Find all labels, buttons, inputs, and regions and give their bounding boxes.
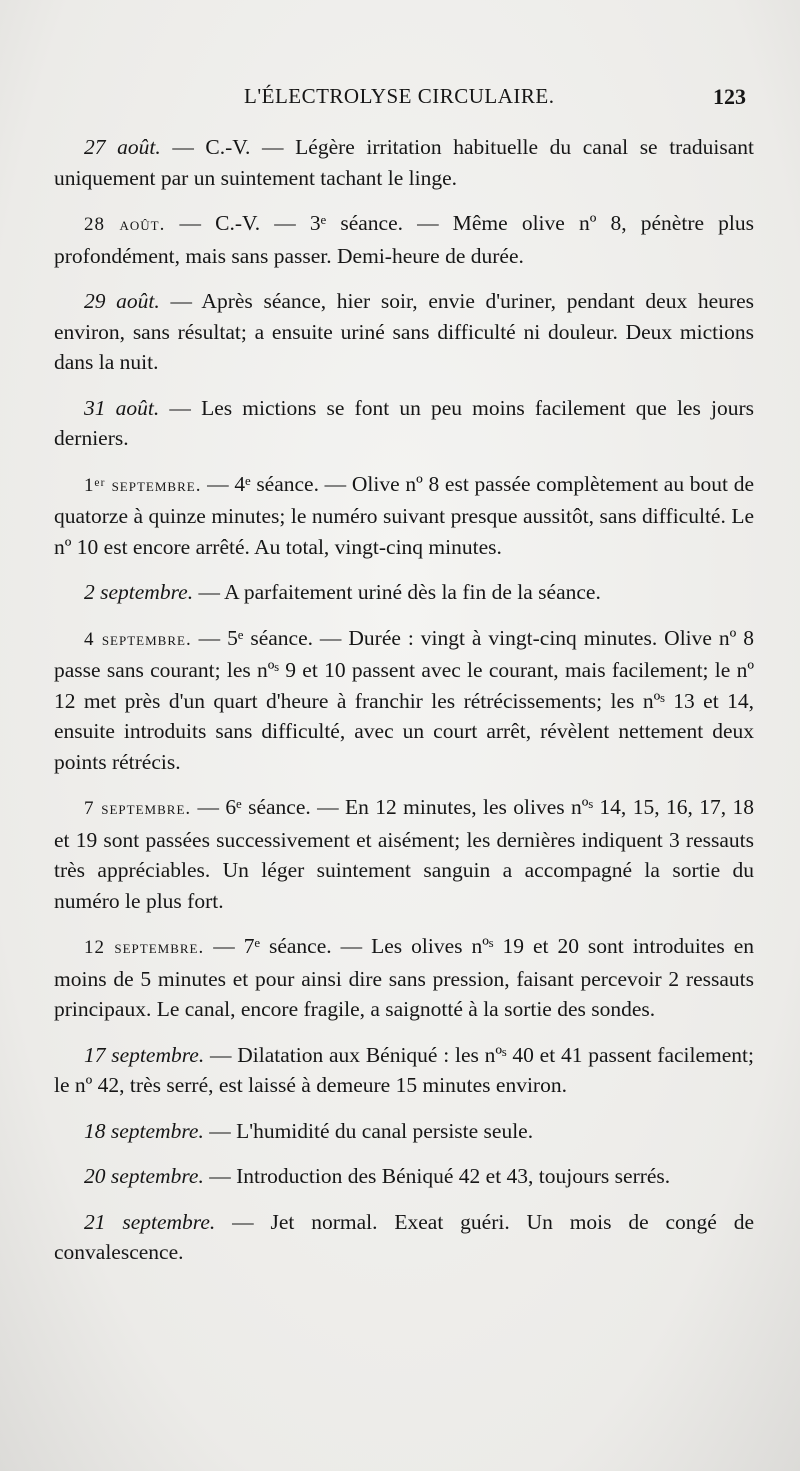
entry-date: 4 septembre. — [84, 628, 192, 650]
entry-text: — Dilatation aux Béniqué : les nºˢ 40 et 41 passent facilement; le nº 42, très serré, est laissé à demeure 15 minutes environ. — [54, 1042, 754, 1097]
entry-text: — A parfaitement uriné dès la fin de la séance. — [193, 580, 601, 604]
journal-entry — [54, 1207, 754, 1268]
entry-date: 1ᵉʳ septembre. — [84, 474, 202, 496]
entry-date: 27 août. — [84, 135, 161, 159]
entry-date: 12 septembre. — [84, 937, 205, 958]
page-header — [54, 82, 754, 122]
journal-entry — [54, 931, 754, 1025]
journal-entry — [54, 577, 754, 608]
entry-text: — 6ᵉ séance. — En 12 minutes, les olives nºˢ 14, 15, 16, 17, 18 et 19 sont passées successivement et aisément; les dernières indiquent 3 ressauts très appréciables. Un léger suintement sanguin a accompagné la sortie du numéro le plus fort. — [54, 795, 754, 913]
entry-text: — 7ᵉ séance. — Les olives nºˢ 19 et 20 sont introduites en moins de 5 minutes et pour ainsi dire sans pression, faisant percevoir 2 ressauts principaux. Le canal, encore fragile, a saignotté à la sortie des sondes. — [54, 934, 755, 1021]
journal-entry — [54, 286, 754, 378]
entry-text: — C.-V. — Légère irritation habituelle du canal se traduisant uniquement par un suintement tachant le linge. — [54, 135, 754, 190]
entry-date: 7 septembre. — [84, 798, 192, 819]
journal-entry — [54, 469, 754, 563]
entry-date: 20 septembre. — [84, 1164, 204, 1188]
journal-entry — [54, 623, 754, 778]
journal-entry — [54, 1040, 754, 1101]
journal-entry — [54, 1116, 754, 1147]
entry-text: — Introduction des Béniqué 42 et 43, toujours serrés. — [203, 1164, 671, 1188]
journal-entry — [54, 208, 754, 271]
entry-text: — 4ᵉ séance. — Olive nº 8 est passée complètement au bout de quatorze à quinze minutes; le numéro suivant presque aussitôt, sans difficulté. Le nº 10 est encore arrêté. Au total, vingt-cinq minutes. — [54, 471, 754, 559]
entry-date: 31 août. — [84, 395, 160, 420]
entry-date: 2 septembre. — [84, 580, 194, 604]
entry-date: 28 août. — [84, 214, 166, 235]
journal-entry — [54, 393, 754, 454]
entry-text: — Les mictions se font un peu moins facilement que les jours derniers. — [54, 395, 754, 450]
running-title: L'ÉLECTROLYSE CIRCULAIRE. — [244, 84, 555, 108]
entry-date: 29 août. — [84, 289, 160, 313]
journal-entry — [54, 792, 754, 916]
journal-entry — [54, 1161, 754, 1192]
entry-text: — Jet normal. Exeat guéri. Un mois de congé de convalescence. — [54, 1209, 754, 1264]
entry-date: 17 septembre. — [84, 1042, 205, 1067]
page-number: 123 — [713, 84, 746, 109]
entry-text: — C.-V. — 3ᵉ séance. — Même olive nº 8, pénètre plus profondément, mais sans passer. Demi-heure de durée. — [54, 211, 754, 268]
entry-text: — L'humidité du canal persiste seule. — [203, 1118, 534, 1143]
entry-date: 21 septembre. — [84, 1209, 216, 1234]
journal-entries — [54, 132, 754, 1268]
journal-entry — [54, 132, 754, 193]
entry-text: — 5ᵉ séance. — Durée : vingt à vingt-cinq minutes. Olive nº 8 passe sans courant; les nºˢ 9 et 10 passent avec le courant, mais facilement; le nº 12 met près d'un quart d'heure à franchir les rétrécissements; les nºˢ 13 et 14, ensuite introduits sans difficulté, avec un court arrêt, révèlent nettement deux points rétrécis. — [54, 625, 754, 774]
entry-text: — Après séance, hier soir, envie d'uriner, pendant deux heures environ, sans résultat; a ensuite uriné sans difficulté ni douleur. Deux mictions dans la nuit. — [54, 289, 754, 374]
entry-date: 18 septembre. — [84, 1118, 204, 1143]
